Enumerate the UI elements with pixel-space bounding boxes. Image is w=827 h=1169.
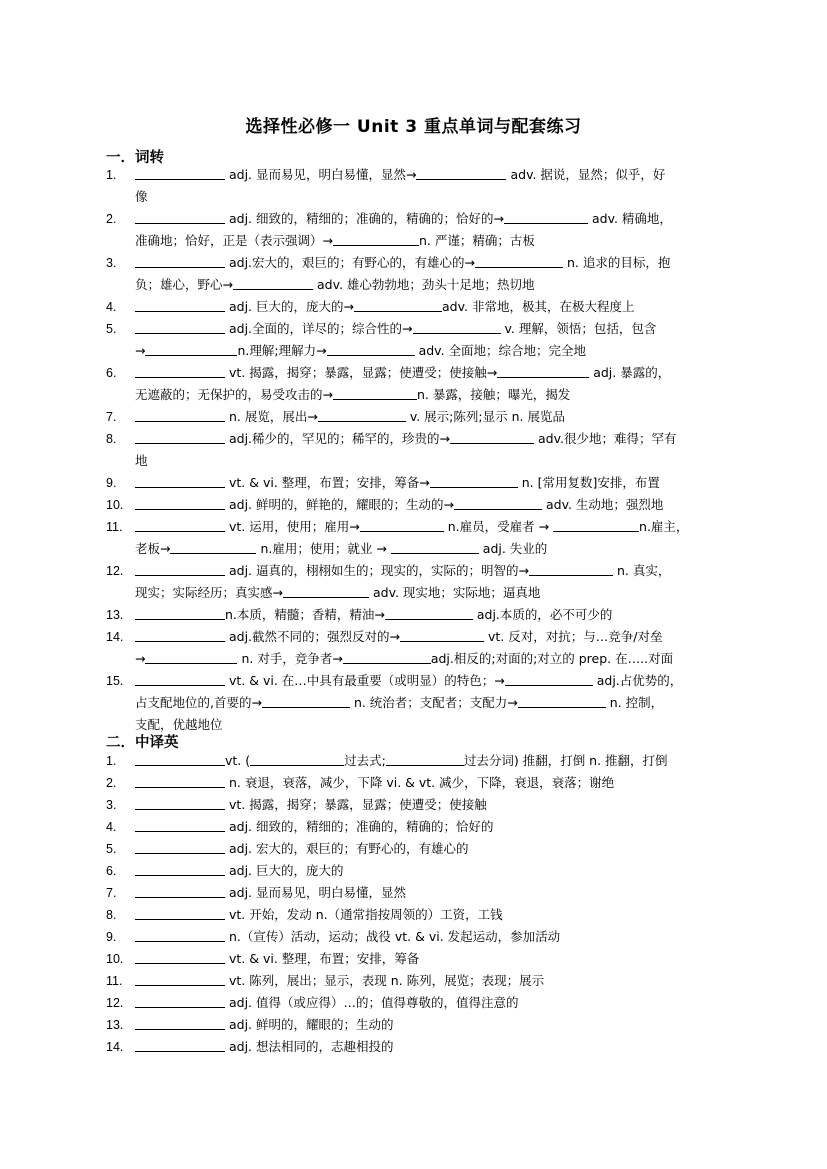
item-number: 2.	[106, 212, 117, 226]
item-line: 老板→ n.雇用；使用；就业 → adj. 失业的	[135, 538, 547, 560]
item-number: 10.	[106, 498, 124, 512]
answer-blank[interactable]	[475, 252, 563, 268]
item-line: 无遮蔽的；无保护的，易受攻击的→ n. 暴露，接触；曝光，揭发	[135, 384, 570, 406]
answer-blank[interactable]	[135, 992, 225, 1008]
item-line: 地	[135, 453, 148, 468]
answer-blank[interactable]	[416, 164, 506, 180]
answer-blank[interactable]	[262, 692, 350, 708]
item-line: adj. 逼真的，栩栩如生的；现实的，实际的；明智的→ n. 真实，	[135, 560, 670, 582]
answer-blank[interactable]	[354, 296, 442, 312]
item-line: adj. 鲜明的，鲜艳的，耀眼的；生动的→ adv. 生动地；强烈地	[135, 494, 663, 516]
item-line: adj.截然不同的；强烈反对的→ vt. 反对，对抗；与…竞争/对垒	[135, 626, 662, 648]
item-line: adj. 显而易见，明白易懂，显然	[135, 882, 406, 904]
answer-blank[interactable]	[505, 670, 593, 686]
answer-blank[interactable]	[454, 494, 542, 510]
item-number: 2.	[106, 776, 117, 790]
item-line: adj. 巨大的，庞大的→ adv. 非常地，极其，在极大程度上	[135, 296, 634, 318]
item-line: n.（宣传）活动，运动；战役 vt. & vi. 发起运动，参加活动	[135, 926, 560, 948]
answer-blank[interactable]	[170, 538, 256, 554]
answer-blank[interactable]	[327, 340, 415, 356]
item-number: 10.	[106, 952, 124, 966]
item-number: 7.	[106, 410, 117, 424]
item-number: 12.	[106, 996, 124, 1010]
answer-blank[interactable]	[233, 274, 313, 290]
answer-blank[interactable]	[135, 208, 225, 224]
answer-blank[interactable]	[135, 794, 225, 810]
answer-blank[interactable]	[135, 362, 225, 378]
item-line: n.本质，精髓；香精，精油→ adj.本质的，必不可少的	[135, 604, 612, 626]
item-number: 8.	[106, 908, 117, 922]
answer-blank[interactable]	[135, 472, 225, 488]
item-line: 占支配地位的,首要的→ n. 统治者；支配者；支配力→ n. 控制，	[135, 692, 663, 714]
section-heading-word-forms: 一．词转	[106, 150, 164, 166]
answer-blank[interactable]	[135, 1014, 225, 1030]
answer-blank[interactable]	[135, 772, 225, 788]
item-line: vt. 开始，发动 n.（通常指按周领的）工资，工钱	[135, 904, 503, 926]
item-line: adj. 巨大的，庞大的	[135, 860, 344, 882]
item-number: 1.	[106, 168, 117, 182]
answer-blank[interactable]	[135, 318, 225, 334]
item-line: → n.理解;理解力→ adv. 全面地；综合地；完全地	[135, 340, 586, 362]
answer-blank[interactable]	[135, 516, 225, 532]
answer-blank[interactable]	[135, 604, 225, 620]
answer-blank[interactable]	[135, 948, 225, 964]
item-number: 12.	[106, 564, 124, 578]
answer-blank[interactable]	[135, 296, 225, 312]
item-number: 5.	[106, 322, 117, 336]
answer-blank[interactable]	[343, 648, 431, 664]
item-line: adj. 值得（或应得）…的；值得尊敬的，值得注意的	[135, 992, 519, 1014]
item-number: 4.	[106, 820, 117, 834]
answer-blank[interactable]	[450, 428, 534, 444]
answer-blank[interactable]	[135, 626, 225, 642]
item-number: 1.	[106, 754, 117, 768]
item-line: adj. 细致的，精细的；准确的，精确的；恰好的	[135, 816, 494, 838]
item-line: → n. 对手，竞争者→ adj.相反的;对面的;对立的 prep. 在…..对面	[135, 648, 673, 670]
answer-blank[interactable]	[497, 362, 589, 378]
answer-blank[interactable]	[318, 406, 406, 422]
item-number: 3.	[106, 256, 117, 270]
answer-blank[interactable]	[360, 516, 444, 532]
answer-blank[interactable]	[400, 626, 484, 642]
item-number: 9.	[106, 476, 117, 490]
answer-blank[interactable]	[135, 882, 225, 898]
item-number: 6.	[106, 864, 117, 878]
item-line: 现实；实际经历；真实感→ adv. 现实地；实际地；逼真地	[135, 582, 540, 604]
answer-blank[interactable]	[283, 582, 369, 598]
item-line: 负；雄心，野心→ adv. 雄心勃勃地；劲头十足地；热切地	[135, 274, 534, 296]
answer-blank[interactable]	[135, 970, 225, 986]
answer-blank[interactable]	[135, 252, 225, 268]
answer-blank[interactable]	[135, 838, 225, 854]
item-line: adj. 细致的，精细的；准确的，精确的；恰好的→ adv. 精确地，	[135, 208, 672, 230]
item-line: adj. 鲜明的，耀眼的；生动的	[135, 1014, 394, 1036]
answer-blank[interactable]	[135, 670, 225, 686]
answer-blank[interactable]	[135, 164, 225, 180]
answer-blank[interactable]	[135, 560, 225, 576]
answer-blank[interactable]	[333, 230, 419, 246]
answer-blank[interactable]	[553, 516, 639, 532]
item-number: 3.	[106, 798, 117, 812]
answer-blank[interactable]	[135, 750, 225, 766]
item-number: 7.	[106, 886, 117, 900]
item-line: vt. & vi. 整理，布置；安排，筹备	[135, 948, 419, 970]
item-line: vt. & vi. 在…中具有最重要（或明显）的特色；→ adj.占优势的，	[135, 670, 682, 692]
answer-blank[interactable]	[386, 750, 464, 766]
item-line: 支配，优越地位	[135, 717, 223, 732]
answer-blank[interactable]	[135, 494, 225, 510]
answer-blank[interactable]	[250, 750, 344, 766]
item-line: n. 展览，展出→ v. 展示;陈列;显示 n. 展览品	[135, 406, 565, 428]
item-line: adj.全面的，详尽的；综合性的→ v. 理解，领悟；包括，包含	[135, 318, 656, 340]
answer-blank[interactable]	[333, 384, 417, 400]
item-line: vt. 揭露，揭穿；暴露，显露；使遭受；使接触→ adj. 暴露的，	[135, 362, 670, 384]
item-line: n. 衰退，衰落，减少，下降 vi. & vt. 减少，下降，衰退，衰落；谢绝	[135, 772, 614, 794]
answer-blank[interactable]	[135, 406, 225, 422]
item-number: 4.	[106, 300, 117, 314]
item-number: 11.	[106, 974, 123, 988]
answer-blank[interactable]	[135, 428, 225, 444]
item-line: vt. 运用，使用；雇用→ n.雇员，受雇者 → n.雇主，	[135, 516, 688, 538]
item-line: vt. 陈列，展出；显示，表现 n. 陈列，展览；表现；展示	[135, 970, 544, 992]
item-line: adj. 显而易见，明白易懂，显然→ adv. 据说，显然；似乎，好	[135, 164, 665, 186]
page-title: 选择性必修一 Unit 3 重点单词与配套练习	[245, 117, 582, 137]
item-number: 14.	[106, 630, 124, 644]
answer-blank[interactable]	[135, 904, 225, 920]
item-line: adj.宏大的，艰巨的；有野心的，有雄心的→ n. 追求的目标，抱	[135, 252, 670, 274]
item-number: 5.	[106, 842, 117, 856]
item-line: adj.稀少的，罕见的；稀罕的，珍贵的→ adv.很少地；难得；罕有	[135, 428, 676, 450]
answer-blank[interactable]	[518, 692, 606, 708]
item-number: 8.	[106, 432, 117, 446]
answer-blank[interactable]	[391, 538, 479, 554]
section-heading-cn-to-en: 二．中译英	[106, 735, 179, 751]
item-line: vt. 揭露，揭穿；暴露，显露；使遭受；使接触	[135, 794, 487, 816]
item-line: 像	[135, 189, 148, 204]
answer-blank[interactable]	[504, 208, 588, 224]
answer-blank[interactable]	[413, 318, 501, 334]
item-number: 11.	[106, 520, 123, 534]
item-line: 准确地；恰好，正是（表示强调）→ n. 严谨；精确；古板	[135, 230, 535, 252]
answer-blank[interactable]	[135, 1036, 225, 1052]
item-number: 14.	[106, 1040, 124, 1054]
answer-blank[interactable]	[430, 472, 518, 488]
item-line: adj. 宏大的，艰巨的；有野心的，有雄心的	[135, 838, 469, 860]
item-line: adj. 想法相同的，志趣相投的	[135, 1036, 394, 1058]
item-number: 9.	[106, 930, 117, 944]
item-number: 15.	[106, 674, 124, 688]
answer-blank[interactable]	[385, 604, 473, 620]
item-line: vt. ( 过去式; 过去分词) 推翻，打倒 n. 推翻，打倒	[135, 750, 668, 772]
item-line: vt. & vi. 整理，布置；安排，筹备→ n. [常用复数]安排，布置	[135, 472, 660, 494]
answer-blank[interactable]	[135, 860, 225, 876]
item-number: 13.	[106, 608, 124, 622]
answer-blank[interactable]	[145, 340, 237, 356]
answer-blank[interactable]	[135, 816, 225, 832]
answer-blank[interactable]	[145, 648, 237, 664]
item-number: 13.	[106, 1018, 124, 1032]
answer-blank[interactable]	[529, 560, 613, 576]
item-number: 6.	[106, 366, 117, 380]
answer-blank[interactable]	[135, 926, 225, 942]
